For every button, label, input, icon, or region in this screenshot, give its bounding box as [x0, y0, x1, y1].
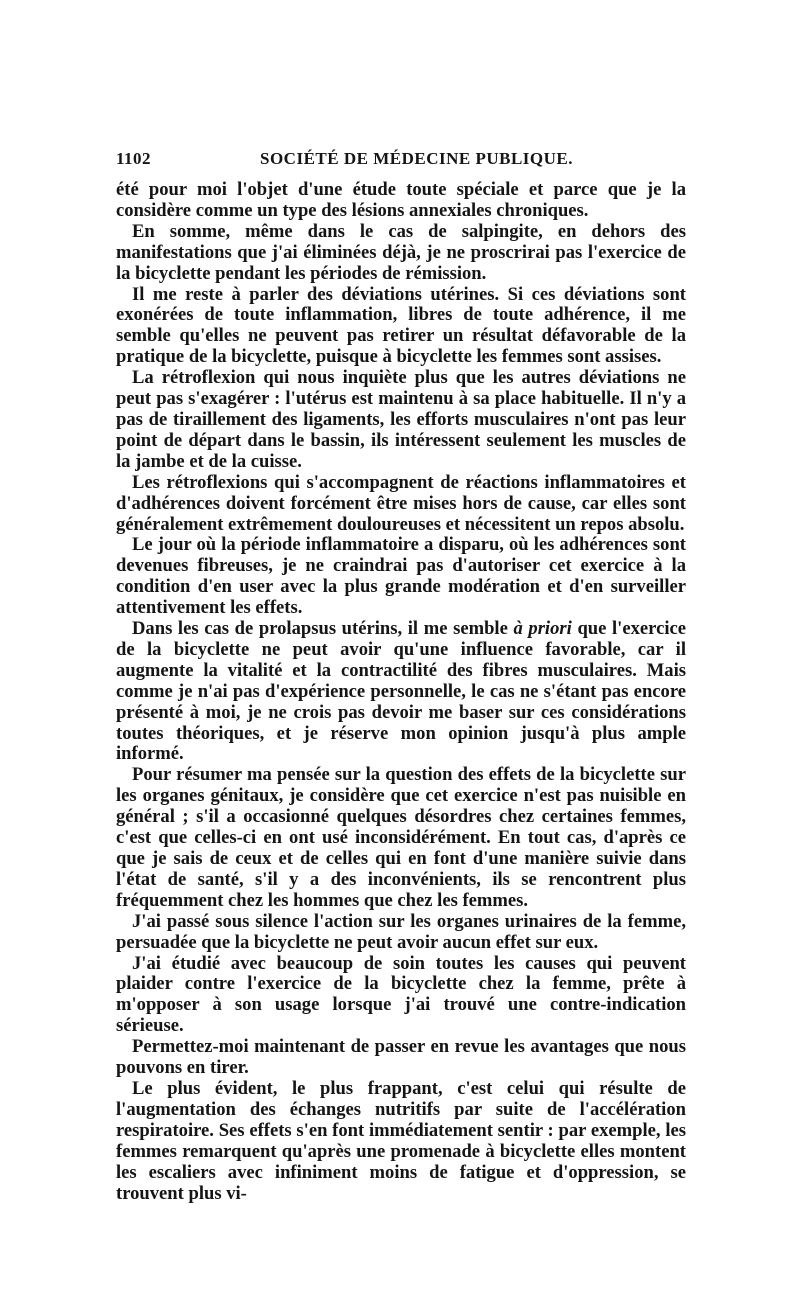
paragraph: J'ai passé sous silence l'action sur les organes urinaires de la femme, persuadée que la bicyclette ne peut avoir aucun effet sur eux.	[116, 910, 686, 953]
paragraph: Le jour où la période inflammatoire a disparu, où les adhérences sont devenues fibreuses, je ne craindrai pas d'autoriser cet exercice à la condition d'en user avec la plus grande modération et d'en surveiller attentivement les effets.	[116, 534, 686, 619]
body-text	[116, 180, 686, 1204]
paragraph: En somme, même dans le cas de salpingite, en dehors des manifestations que j'ai éliminées déjà, je ne proscrirai pas l'exercice de la bicyclette pendant les périodes de rémission.	[116, 220, 686, 284]
page-header	[116, 145, 686, 173]
paragraph: été pour moi l'objet d'une étude toute spéciale et parce que je la considère comme un type des lésions annexiales chroniques.	[116, 179, 686, 221]
paragraph-text: Dans les cas de prolapsus utérins, il me semble	[132, 618, 514, 640]
paragraph: Le plus évident, le plus frappant, c'est celui qui résulte de l'augmentation des échanges nutritifs par suite de l'accélération respiratoire. Ses effets s'en font immédiatement sentir : par exemple, les femmes remarquent qu'après une promenade à bicyclette elles montent les escaliers avec infiniment moins de fatigue et d'oppression, se trouvent plus vi-	[116, 1077, 686, 1204]
document-page	[116, 145, 686, 1204]
paragraph-text: que l'exercice de la bicyclette ne peut avoir qu'une influence favorable, car il augmente la vitalité et la contractilité des fibres musculaires. Mais comme je n'ai pas d'expérience personnelle, le cas ne s'étant pas encore présenté à moi, je ne crois pas devoir me baser sur ces considérations toutes théoriques, et je réserve mon opinion jusqu'à plus ample informé.	[116, 618, 686, 765]
running-title: SOCIÉTÉ DE MÉDECINE PUBLIQUE.	[260, 149, 574, 168]
paragraph: J'ai étudié avec beaucoup de soin toutes les causes qui peuvent plaider contre l'exercice de la bicyclette chez la femme, prête à m'opposer à son usage lorsque j'ai trouvé une contre-indication sérieuse.	[116, 952, 686, 1037]
italic-phrase: à priori	[513, 618, 572, 640]
paragraph: Les rétroflexions qui s'accompagnent de réactions inflammatoires et d'adhérences doivent forcément être mises hors de cause, car elles sont généralement extrêmement douloureuses et nécessitent un repos absolu.	[116, 471, 686, 535]
paragraph: La rétroflexion qui nous inquiète plus que les autres déviations ne peut pas s'exagérer : l'utérus est maintenu à sa place habituelle. Il n'y a pas de tiraillement des ligaments, les efforts musculaires n'ont pas leur point de départ dans le bassin, ils intéressent seulement les muscles de la jambe et de la cuisse.	[116, 367, 686, 472]
paragraph: Il me reste à parler des déviations utérines. Si ces déviations sont exonérées de toute inflammation, libres de toute adhérence, il me semble qu'elles ne peuvent pas retirer un résultat défavorable de la pratique de la bicyclette, puisque à bicyclette les femmes sont assises.	[116, 283, 686, 368]
paragraph: Permettez-moi maintenant de passer en revue les avantages que nous pouvons en tirer.	[116, 1036, 686, 1079]
paragraph	[116, 619, 686, 765]
page-number: 1102	[116, 149, 152, 168]
paragraph: Pour résumer ma pensée sur la question des effets de la bicyclette sur les organes génitaux, je considère que cet exercice n'est pas nuisible en général ; s'il a occasionné quelques désordres chez certaines femmes, c'est que celles-ci en ont usé inconsidérément. En tout cas, d'après ce que je sais de ceux et de celles qui en font d'une manière suivie dans l'état de santé, s'il y a des inconvénients, ils se rencontrent plus fréquemment chez les hommes que chez les femmes.	[116, 764, 686, 911]
